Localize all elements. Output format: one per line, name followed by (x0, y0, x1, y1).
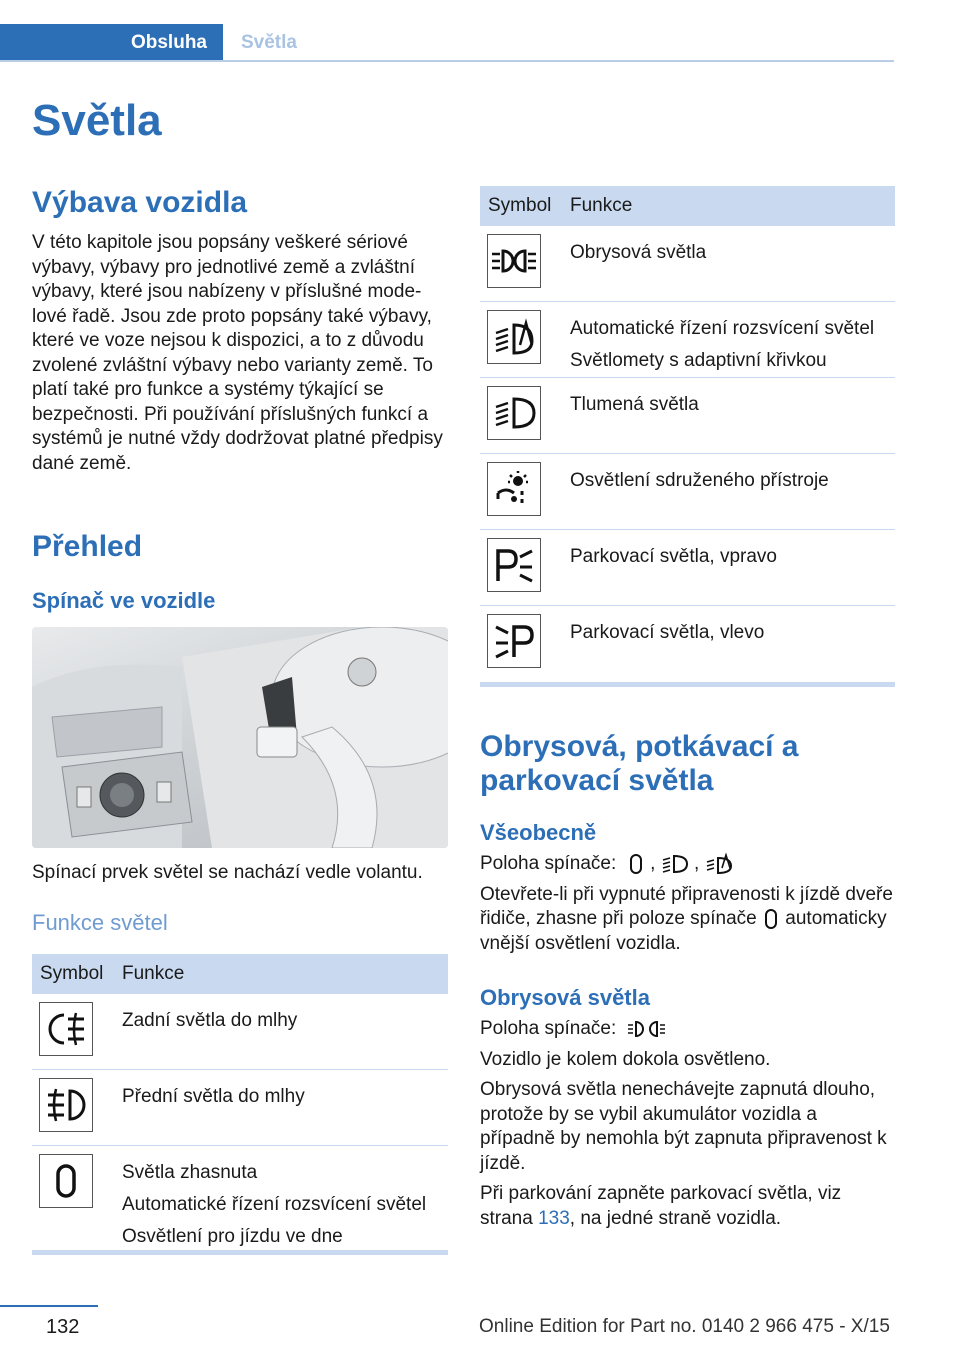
table-row (32, 1146, 448, 1250)
front-fog-light-icon (39, 1078, 93, 1132)
table-row (480, 606, 895, 682)
equipment-text: V této kapitole jsou popsány veškeré sériové výbavy, výbavy pro jednotlivé země a zvláštní výbavy, které jsou nabízeny v příslušné modelové řadě. Jsou zde proto popsány také výbavy, které ve voze nejsou k dispozici, a to z důvodu zvolené zvláštní výbavy nebo varianty země. To platí také pro funkce a systémy týkající se bezpečnosti. Při používání příslušných funkcí a systémů je nutné vždy dodržovat platné předpisy dané země. (32, 232, 443, 474)
low-beam-icon (661, 853, 689, 875)
function-label: Automatické řízení rozsvícení světel (122, 1194, 427, 1215)
lights-off-icon (762, 908, 780, 930)
lights-off-icon (39, 1154, 93, 1208)
function-label: Osvětlení sdruženého přístroje (570, 470, 829, 491)
function-label: Světla zhasnuta (122, 1162, 258, 1183)
general-text-a: Otevřete-li při vypnuté připravenosti k jízdě dveře řidiče, zhasne při poloze spínače (480, 883, 893, 929)
rear-fog-light-icon (39, 1002, 93, 1056)
parking-lights-icon (487, 234, 541, 288)
light-symbols-table (480, 186, 895, 687)
page-link-133[interactable]: 133 (538, 1207, 570, 1229)
instrument-lighting-icon (487, 462, 541, 516)
subheading-general: Všeobecně (480, 820, 597, 845)
function-label: Světlomety s adaptivní křivkou (570, 350, 827, 371)
parking-light-left-icon (487, 614, 541, 668)
table-row (480, 302, 895, 378)
function-label: Parkovací světla, vlevo (570, 622, 765, 643)
parking-text-b: , na jedné straně vozidla. (569, 1207, 782, 1229)
parking-switch-label: Poloha spínače: (480, 1018, 617, 1039)
table-row (480, 378, 895, 454)
header-divider (0, 60, 894, 62)
parking-paragraph-2: Obrysová světla nenechávejte zapnutá dlouho, protože by se vybil akumulátor vozidla a případně by nemohla být zapnuta připravenost k jízdě. (480, 1079, 887, 1174)
parking-lights-text (480, 1017, 894, 1237)
col-function: Funkce (570, 195, 633, 216)
edition-note: Online Edition for Part no. 0140 2 966 475 - X/15 (479, 1316, 890, 1337)
col-function: Funkce (122, 963, 185, 984)
auto-headlight-icon (487, 310, 541, 364)
general-paragraph (480, 883, 894, 957)
function-label: Obrysová světla (570, 242, 707, 263)
tab-operation-label: Obsluha (130, 32, 207, 53)
auto-headlight-icon (705, 853, 733, 875)
parking-switch-position (480, 1017, 894, 1042)
function-label: Parkovací světla, vpravo (570, 546, 777, 567)
function-label: Osvětlení pro jízdu ve dne (122, 1226, 343, 1247)
tab-lights-label: Světla (241, 32, 297, 53)
col-symbol: Symbol (488, 195, 552, 216)
table-row (480, 454, 895, 530)
table-header (480, 186, 895, 226)
subheading-parking-lights: Obrysová světla (480, 985, 650, 1010)
table-row (480, 530, 895, 606)
switch-positions: Poloha spínače: , , (480, 852, 894, 877)
parking-light-right-icon (487, 538, 541, 592)
col-symbol: Symbol (40, 963, 104, 984)
function-label: Zadní světla do mlhy (122, 1010, 298, 1031)
lights-off-icon (627, 853, 645, 875)
parking-text-a: Při parkování zapněte parkovací světla, viz strana (480, 1183, 842, 1229)
tab-lights[interactable] (223, 24, 343, 62)
function-label: Automatické řízení rozsvícení světel (570, 318, 875, 339)
car-interior-illustration (32, 627, 448, 848)
parking-paragraph-3 (480, 1182, 894, 1231)
tab-operation[interactable] (0, 24, 223, 62)
table-row (32, 994, 448, 1070)
photo-caption: Spínací prvek světel se nachází vedle volantu. (32, 862, 423, 883)
table-end-bar (480, 682, 895, 687)
parking-lights-icon (627, 1018, 667, 1040)
low-beam-icon (487, 386, 541, 440)
subheading-switch: Spínač ve vozidle (32, 588, 216, 613)
table-row (32, 1070, 448, 1146)
section-heading-equipment: Výbava vozidla (32, 186, 248, 219)
page-title: Světla (32, 96, 162, 145)
table-row (480, 226, 895, 302)
function-label: Přední světla do mlhy (122, 1086, 305, 1107)
section-heading-parking-lights: Obrysová, potkávací a parkovací světla (480, 730, 799, 797)
switch-photo (32, 627, 448, 848)
footer-accent-line (0, 1305, 98, 1307)
page-number: 132 (46, 1316, 80, 1338)
switch-label: Poloha spínače: (480, 853, 617, 874)
parking-paragraph-1: Vozidlo je kolem dokola osvětleno. (480, 1048, 771, 1070)
section-heading-overview: Přehled (32, 530, 143, 563)
table-header (32, 954, 448, 994)
subheading-light-functions: Funkce světel (32, 910, 168, 935)
general-text (480, 852, 894, 962)
general-text-b: automaticky vnější osvětlení vozidla. (480, 908, 887, 954)
light-functions-table (32, 954, 448, 1255)
function-label: Tlumená světla (570, 394, 699, 415)
